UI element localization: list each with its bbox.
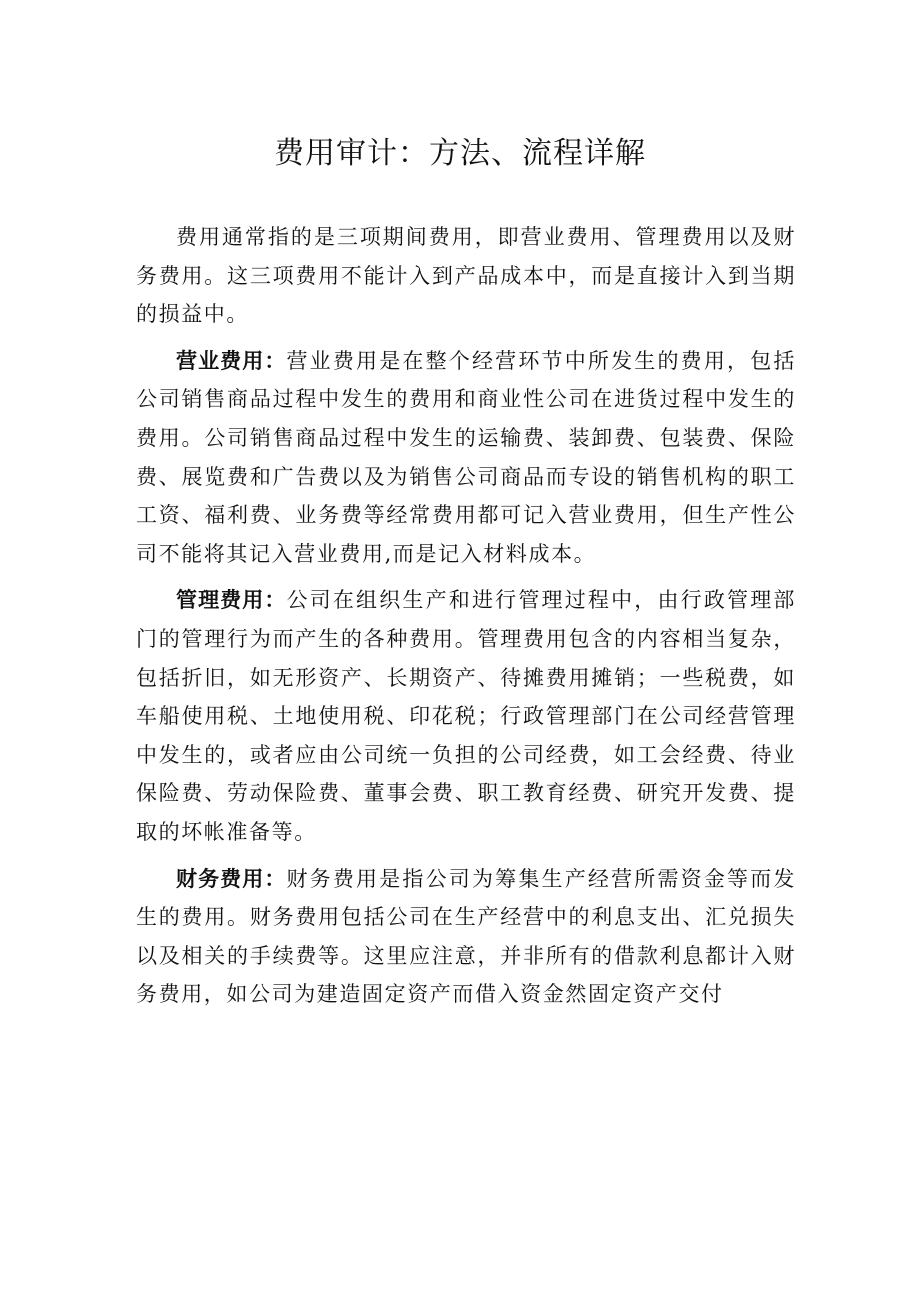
paragraph-admin-expense bbox=[136, 581, 796, 851]
document-title: 费用审计：方法、流程详解 bbox=[274, 136, 646, 171]
paragraph-text: 财务费用是指公司为筹集生产经营所需资金等而发生的费用。财务费用包括公司在生产经营中的利息支出、汇兑损失以及相关的手续费等。这里应注意，并非所有的借款利息都计入财务费用，如公司为建造固定资产而借入资金然固定资产交付 bbox=[136, 866, 797, 1007]
paragraph-text: 营业费用是在整个经营环节中所发生的费用，包括公司销售商品过程中发生的费用和商业性公司在进货过程中发生的费用。公司销售商品过程中发生的运输费、装卸费、包装费、保险费、展览费和广告费以及为销售公司商品而专设的销售机构的职工工资、福利费、业务费等经常费用都可记入营业费用，但生产性公司不能将其记入营业费用,而是记入材料成本。 bbox=[136, 348, 797, 566]
paragraph-text: 公司在组织生产和进行管理过程中，由行政管理部门的管理行为而产生的各种费用。管理费用包含的内容相当复杂，包括折旧，如无形资产、长期资产、待摊费用摊销；一些税费，如车船使用税、土地使用税、印花税；行政管理部门在公司经营管理中发生的，或者应由公司统一负担的公司经费，如工会经费、待业保险费、劳动保险费、董事会费、职工教育经费、研究开发费、提取的坏帐准备等。 bbox=[136, 588, 797, 844]
paragraph-lead-heading: 营业费用： bbox=[176, 348, 287, 373]
paragraph-lead-heading: 管理费用： bbox=[176, 588, 287, 613]
paragraph-lead-heading: 财务费用： bbox=[176, 866, 287, 891]
paragraph-sales-expense bbox=[136, 342, 796, 574]
document-body bbox=[136, 218, 796, 1022]
paragraph-intro bbox=[136, 218, 796, 334]
paragraph-text: 费用通常指的是三项期间费用，即营业费用、管理费用以及财务费用。这三项费用不能计入到产品成本中，而是直接计入到当期的损益中。 bbox=[136, 225, 796, 327]
paragraph-finance-expense bbox=[136, 860, 796, 1014]
